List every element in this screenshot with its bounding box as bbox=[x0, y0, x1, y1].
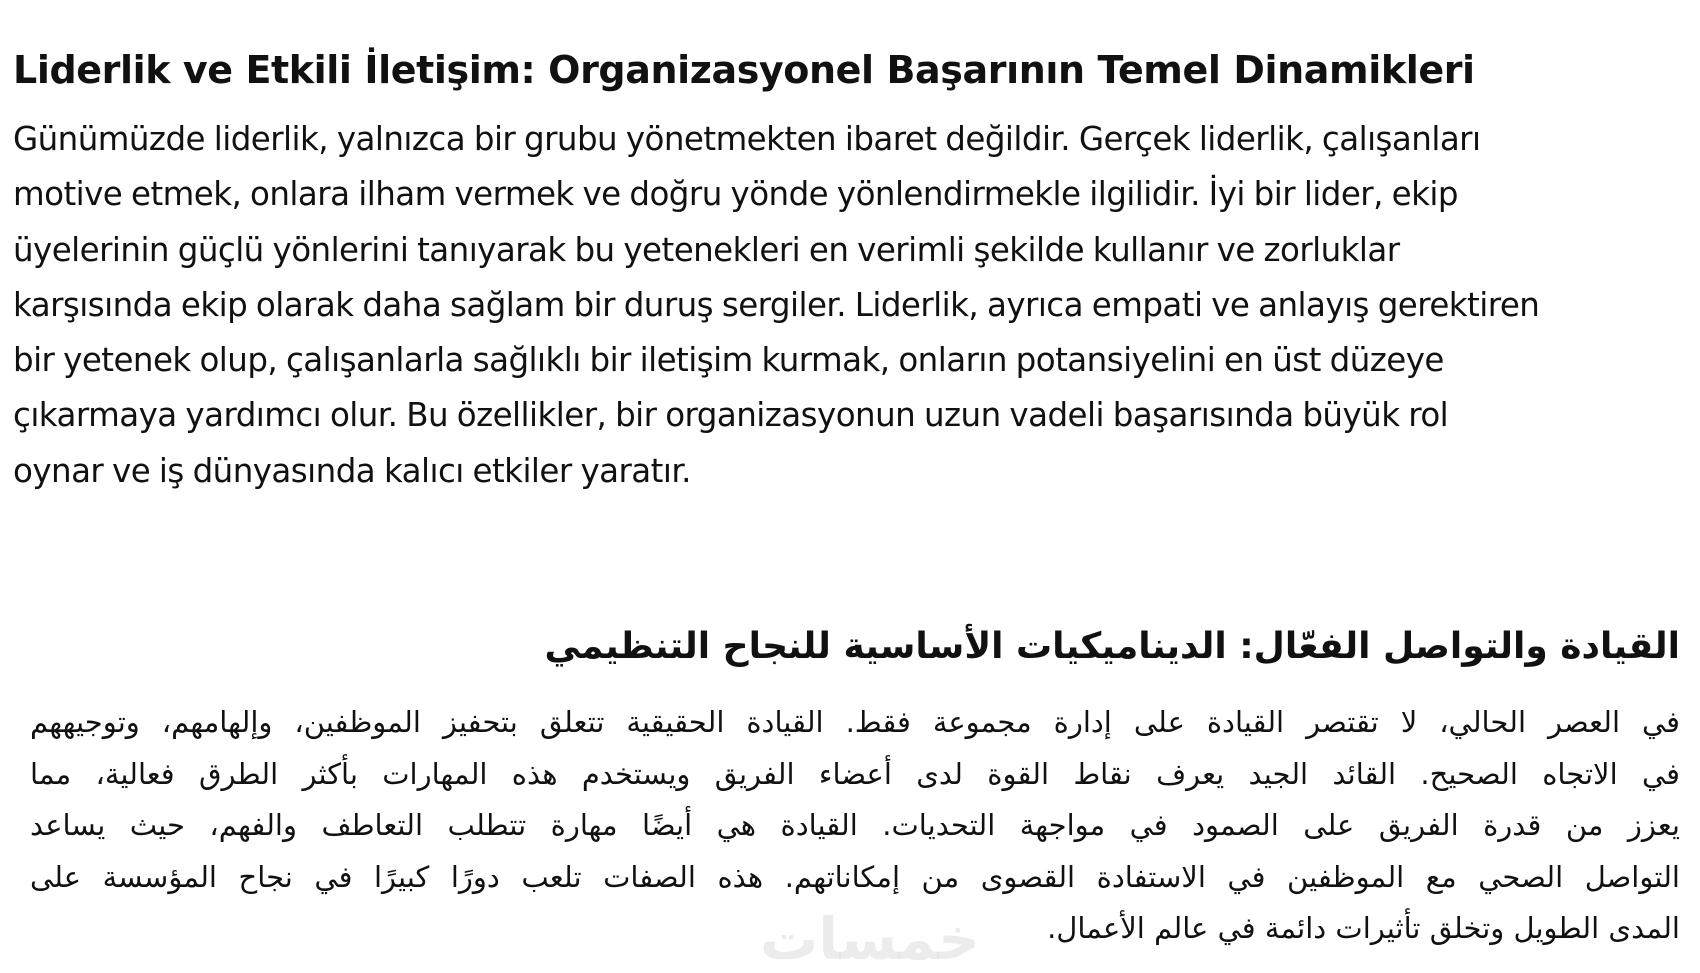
turkish-paragraph bbox=[13, 112, 1688, 499]
turkish-line-3: üyelerinin güçlü yönlerini tanıyarak bu yetenekleri en verimli şekilde kullanır ve zorluklar bbox=[13, 230, 1400, 269]
turkish-line-5: bir yetenek olup, çalışanlarla sağlıklı bir iletişim kurmak, onların potansiyelini en üst düzeye bbox=[13, 341, 1444, 380]
turkish-line-2: motive etmek, onlara ilham vermek ve doğru yönde yönlendirmekle ilgilidir. İyi bir lider, ekip bbox=[13, 175, 1458, 214]
arabic-line-1: في العصر الحالي، لا تقتصر القيادة على إدارة مجموعة فقط. القيادة الحقيقية تتعلق بتحفيز الموظفين، وإلهامهم، وتوجيههم bbox=[30, 705, 1680, 739]
arabic-paragraph bbox=[30, 697, 1680, 955]
arabic-line-3: يعزز من قدرة الفريق على الصمود في مواجهة التحديات. القيادة هي أيضًا مهارة تتطلب التعاطف والفهم، حيث يساعد bbox=[30, 808, 1680, 842]
turkish-line-4: karşısında ekip olarak daha sağlam bir duruş sergiler. Liderlik, ayrıca empati ve anlayış gerektiren bbox=[13, 285, 1540, 324]
turkish-line-7: oynar ve iş dünyasında kalıcı etkiler yaratır. bbox=[13, 451, 691, 490]
turkish-title: Liderlik ve Etkili İletişim: Organizasyonel Başarının Temel Dinamikleri bbox=[13, 48, 1475, 92]
turkish-line-6: çıkarmaya yardımcı olur. Bu özellikler, bir organizasyonun uzun vadeli başarısında büyük rol bbox=[13, 396, 1449, 435]
arabic-section bbox=[30, 617, 1680, 955]
arabic-title: القيادة والتواصل الفعّال: الديناميكيات الأساسية للنجاح التنظيمي bbox=[544, 626, 1680, 667]
arabic-line-5: المدى الطويل وتخلق تأثيرات دائمة في عالم الأعمال. bbox=[1047, 911, 1680, 945]
arabic-line-4: التواصل الصحي مع الموظفين في الاستفادة القصوى من إمكاناتهم. هذه الصفات تلعب دورًا كبيرًا في نجاح المؤسسة على bbox=[30, 859, 1680, 894]
turkish-line-1: Günümüzde liderlik, yalnızca bir grubu yönetmekten ibaret değildir. Gerçek liderlik, çalışanları bbox=[13, 120, 1481, 158]
turkish-section bbox=[13, 40, 1688, 499]
watermark-logo: خمسات bbox=[760, 905, 980, 973]
arabic-line-2: في الاتجاه الصحيح. القائد الجيد يعرف نقاط القوة لدى أعضاء الفريق ويستخدم هذه المهارات بأكثر الطرق فعالية، مما bbox=[30, 756, 1680, 791]
